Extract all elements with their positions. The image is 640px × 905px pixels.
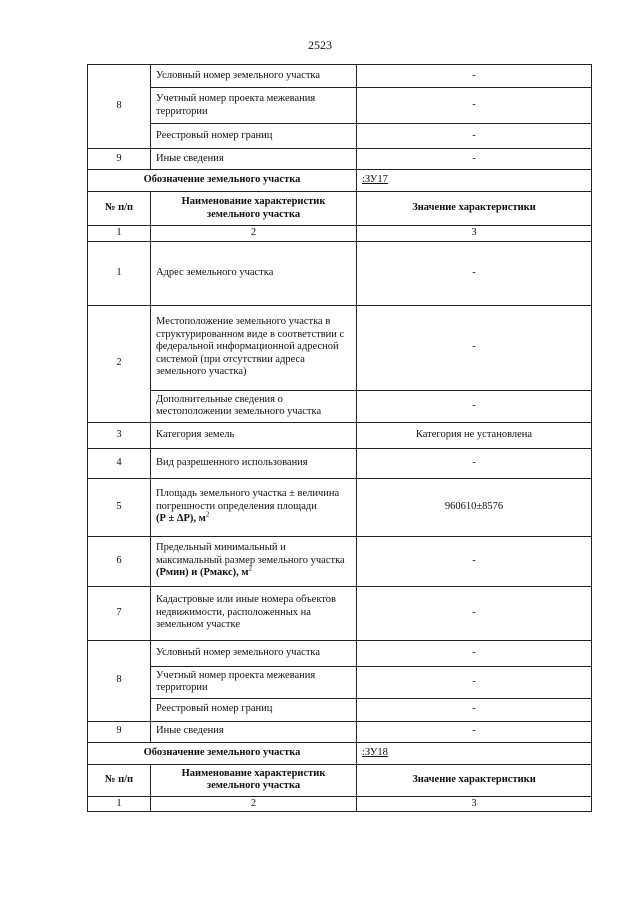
index-cell: 2 (151, 796, 357, 812)
characteristic-name (151, 536, 357, 586)
table-row (88, 88, 592, 124)
header-number: № п/п (88, 192, 151, 226)
designation-value (357, 170, 592, 192)
characteristic-name: Кадастровые или иные номера объектов недвижимости, расположенных на земельном участке (151, 586, 357, 640)
row-number: 2 (88, 305, 151, 422)
characteristic-value: Категория не установлена (357, 422, 592, 448)
header-row (88, 192, 592, 226)
table-row (88, 149, 592, 170)
characteristic-name: Категория земель (151, 422, 357, 448)
designation-row (88, 742, 592, 764)
designation-label: Обозначение земельного участка (88, 170, 357, 192)
characteristic-value: - (357, 241, 592, 305)
characteristic-value: - (357, 698, 592, 721)
characteristic-name: Учетный номер проекта межевания территории (151, 88, 357, 124)
characteristic-value: - (357, 666, 592, 698)
characteristic-value: - (357, 149, 592, 170)
characteristic-name: Учетный номер проекта межевания территории (151, 666, 357, 698)
characteristic-value: - (357, 586, 592, 640)
plot-code: :ЗУ17 (362, 174, 388, 186)
table-row (88, 422, 592, 448)
characteristic-name: Реестровый номер границ (151, 698, 357, 721)
characteristic-name: Местоположение земельного участка в структурированном виде в соответствии с федеральной информационной адресной системой (при отсутствии адреса земельного участка) (151, 305, 357, 390)
row-number: 6 (88, 536, 151, 586)
index-cell: 3 (357, 796, 592, 812)
header-name: Наименование характеристик земельного участка (151, 764, 357, 796)
index-cell: 2 (151, 226, 357, 242)
index-row (88, 226, 592, 242)
row-number: 3 (88, 422, 151, 448)
characteristic-value: 960610±8576 (357, 478, 592, 536)
characteristic-text: Площадь земельного участка ± величина погрешности определения площади (156, 488, 340, 512)
characteristic-name: Реестровый номер границ (151, 124, 357, 149)
superscript: 2 (248, 564, 253, 573)
table-row (88, 65, 592, 88)
land-plot-table (87, 64, 592, 812)
table-row (88, 241, 592, 305)
characteristic-name: Дополнительные сведения о местоположении земельного участка (151, 390, 357, 422)
characteristic-name: Иные сведения (151, 149, 357, 170)
characteristic-value: - (357, 305, 592, 390)
row-number: 5 (88, 478, 151, 536)
designation-row (88, 170, 592, 192)
header-value: Значение характеристики (357, 764, 592, 796)
table-row (88, 666, 592, 698)
table-row (88, 478, 592, 536)
table-row (88, 640, 592, 666)
index-cell: 3 (357, 226, 592, 242)
characteristic-name: Адрес земельного участка (151, 241, 357, 305)
row-number: 7 (88, 586, 151, 640)
characteristic-value: - (357, 536, 592, 586)
row-number: 8 (88, 640, 151, 721)
characteristic-value: - (357, 721, 592, 742)
characteristic-value: - (357, 448, 592, 478)
characteristic-value: - (357, 88, 592, 124)
table-row (88, 305, 592, 390)
index-cell: 1 (88, 796, 151, 812)
designation-value (357, 742, 592, 764)
row-number: 1 (88, 241, 151, 305)
table-row (88, 448, 592, 478)
table-row (88, 536, 592, 586)
header-value: Значение характеристики (357, 192, 592, 226)
row-number: 9 (88, 149, 151, 170)
characteristic-name: Условный номер земельного участка (151, 65, 357, 88)
index-row (88, 796, 592, 812)
row-number: 9 (88, 721, 151, 742)
formula: (Р ± ΔР), м (156, 513, 206, 525)
characteristic-name: Условный номер земельного участка (151, 640, 357, 666)
header-number: № п/п (88, 764, 151, 796)
characteristic-value: - (357, 390, 592, 422)
designation-label: Обозначение земельного участка (88, 742, 357, 764)
row-number: 4 (88, 448, 151, 478)
page-number: 2523 (308, 38, 332, 52)
characteristic-value: - (357, 124, 592, 149)
characteristic-name: Иные сведения (151, 721, 357, 742)
characteristic-value: - (357, 65, 592, 88)
table-row (88, 698, 592, 721)
characteristic-name (151, 478, 357, 536)
table-row (88, 390, 592, 422)
header-name: Наименование характеристик земельного участка (151, 192, 357, 226)
index-cell: 1 (88, 226, 151, 242)
formula: (Рмин) и (Рмакс), м (156, 567, 249, 579)
row-number: 8 (88, 65, 151, 149)
characteristic-name: Вид разрешенного использования (151, 448, 357, 478)
header-row (88, 764, 592, 796)
table-row (88, 586, 592, 640)
superscript: 2 (205, 510, 210, 519)
characteristic-text: Предельный минимальный и максимальный размер земельного участка (156, 542, 345, 566)
characteristic-value: - (357, 640, 592, 666)
table-row (88, 124, 592, 149)
table-row (88, 721, 592, 742)
plot-code: :ЗУ18 (362, 746, 388, 758)
